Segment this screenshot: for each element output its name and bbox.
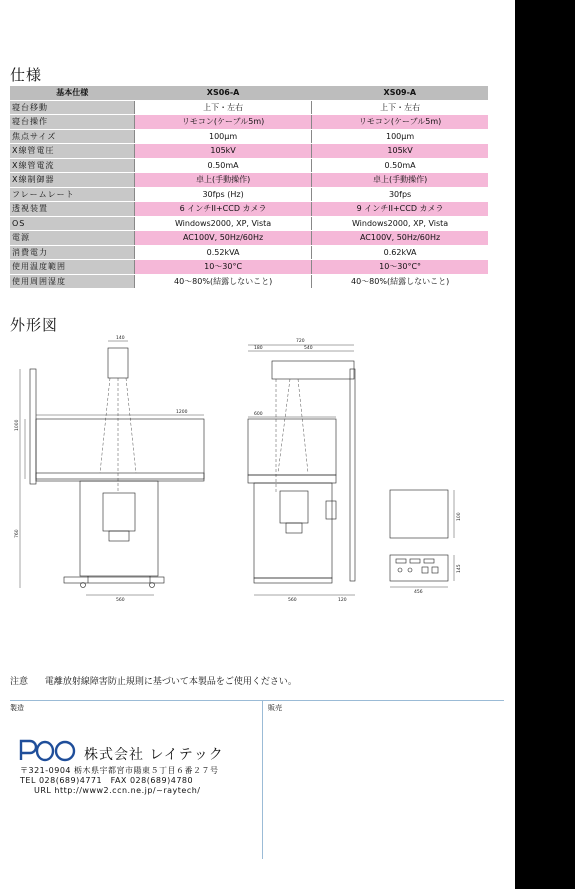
spec-row-label: 使用周囲湿度: [10, 274, 135, 289]
spec-row: [10, 231, 488, 246]
spec-header-model-b: XS09-A: [312, 86, 488, 100]
dim-1000: 1000: [15, 419, 20, 431]
spec-row: [10, 274, 488, 289]
spec-row-label: OS: [10, 216, 135, 231]
dim-1200: 1200: [176, 410, 188, 415]
side-view: [248, 338, 355, 603]
spec-row-label: フレームレート: [10, 187, 135, 202]
spec-row-value-b: 9 インチII+CCD カメラ: [312, 202, 488, 217]
footer-divider: [10, 700, 504, 701]
spec-header-row: [10, 86, 488, 100]
spec-row-value-b: 40～80%(結露しないこと): [312, 274, 488, 289]
spec-row-label: X線管電流: [10, 158, 135, 173]
spec-row-label: X線管電圧: [10, 144, 135, 159]
spec-row: [10, 100, 488, 115]
dim-180: 180: [254, 346, 263, 351]
company-url: URL http://www2.ccn.ne.jp/~raytech/: [34, 786, 201, 795]
spec-row-value-b: 卓上(手動操作): [312, 173, 488, 188]
spec-row-value-b: 100μm: [312, 129, 488, 144]
spec-row-value-a: 6 インチII+CCD カメラ: [135, 202, 312, 217]
spec-row-label: 電源: [10, 231, 135, 246]
spec-row-value-a: 上下・左右: [135, 100, 312, 115]
spec-row-value-b: 0.62kVA: [312, 245, 488, 260]
spec-row: [10, 187, 488, 202]
spec-row: [10, 158, 488, 173]
spec-row: [10, 115, 488, 130]
dim-540: 540: [304, 346, 313, 351]
spec-row-value-b: 105kV: [312, 144, 488, 159]
notice-text: 電離放射線障害防止規則に基づいて本製品をご使用ください。: [44, 677, 297, 687]
spec-row: [10, 173, 488, 188]
drawing-heading: 外形図: [10, 316, 59, 334]
spec-row-value-a: 105kV: [135, 144, 312, 159]
spec-row-value-a: リモコン(ケーブル5m): [135, 115, 312, 130]
dim-560-front: 560: [116, 598, 125, 603]
spec-row-value-a: 0.50mA: [135, 158, 312, 173]
spec-row-value-b: 0.50mA: [312, 158, 488, 173]
spec-row-value-b: 30fps: [312, 187, 488, 202]
spec-row-value-a: 30fps (Hz): [135, 187, 312, 202]
seller-label: 販売: [268, 704, 282, 712]
spec-header-model-a: XS06-A: [135, 86, 312, 100]
spec-row-value-a: 10～30°C: [135, 260, 312, 275]
outline-drawing: [8, 333, 478, 615]
manufacturer-label: 製造: [10, 704, 24, 712]
spec-row-label: 消費電力: [10, 245, 135, 260]
spec-row-value-a: 100μm: [135, 129, 312, 144]
notice-label: 注意: [10, 677, 29, 687]
spec-row-value-a: AC100V, 50Hz/60Hz: [135, 231, 312, 246]
spec-table: [10, 86, 488, 289]
spec-row: [10, 202, 488, 217]
right-black-bar: [515, 0, 575, 889]
spec-row-value-b: AC100V, 50Hz/60Hz: [312, 231, 488, 246]
dim-760: 760: [15, 529, 20, 538]
spec-row: [10, 245, 488, 260]
spec-row-value-a: 卓上(手動操作): [135, 173, 312, 188]
spec-heading: 仕様: [10, 66, 43, 84]
controller-views: [390, 490, 462, 595]
spec-row-value-b: Windows2000, XP, Vista: [312, 216, 488, 231]
spec-row-label: X線制御器: [10, 173, 135, 188]
spec-row-value-b: 上下・左右: [312, 100, 488, 115]
dim-120: 120: [338, 598, 347, 603]
spec-row-value-b: 10～30°C°: [312, 260, 488, 275]
spec-row: [10, 260, 488, 275]
spec-row: [10, 144, 488, 159]
spec-row-label: 寝台移動: [10, 100, 135, 115]
company-address-block: [20, 766, 219, 796]
spec-row-label: 寝台操作: [10, 115, 135, 130]
front-view: [14, 335, 204, 603]
spec-row: [10, 216, 488, 231]
company-address: 〒321-0904 栃木県宇都宮市陽東５丁目６番２７号: [20, 766, 219, 775]
spec-header-label: 基本仕様: [10, 86, 135, 100]
dim-560-side: 560: [288, 598, 297, 603]
dim-100: 100: [457, 512, 462, 521]
dim-140: 140: [116, 336, 125, 341]
spec-row-value-b: リモコン(ケーブル5m): [312, 115, 488, 130]
dim-456: 456: [414, 590, 423, 595]
spec-row: [10, 129, 488, 144]
company-logo: [18, 738, 78, 762]
notice: [10, 674, 297, 687]
dim-600: 600: [254, 412, 263, 417]
spec-row-label: 使用温度範囲: [10, 260, 135, 275]
spec-row-value-a: 40～80%(結露しないこと): [135, 274, 312, 289]
company-phone-fax: TEL 028(689)4771 FAX 028(689)4780: [20, 776, 194, 785]
footer-column-divider: [262, 701, 263, 859]
spec-row-value-a: 0.52kVA: [135, 245, 312, 260]
spec-row-label: 透視装置: [10, 202, 135, 217]
dim-720: 720: [296, 339, 305, 344]
spec-row-value-a: Windows2000, XP, Vista: [135, 216, 312, 231]
dim-145: 145: [457, 564, 462, 573]
company-name: 株式会社 レイテック: [84, 747, 224, 763]
spec-row-label: 焦点サイズ: [10, 129, 135, 144]
